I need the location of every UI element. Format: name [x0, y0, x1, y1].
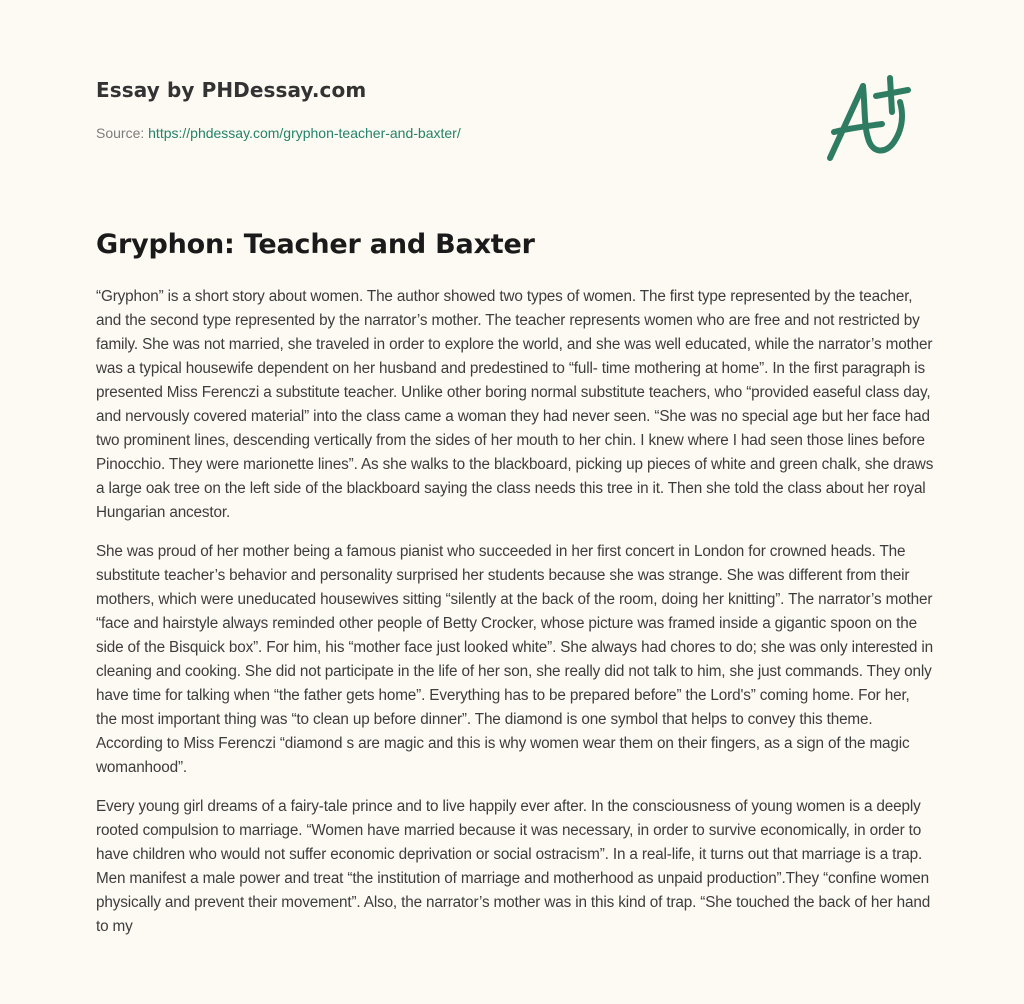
essay-paragraph: She was proud of her mother being a famous pianist who succeeded in her first concert in London for crowned heads. The substitute teacher’s behavior and personality surprised her students because she was strange. She was different from their mothers, which were uneducated housewives sitting “silently at the back of the room, doing her knitting”. The narrator’s mother “face and hairstyle always reminded other people of Betty Crocker, whose picture was framed inside a gigantic spoon on the side of the Bisquick box”. For him, his “mother face just looked white”. She always had chores to do; she was only interested in cleaning and cooking. She did not participate in the life of her son, she really did not talk to him, she just commands. They only have time for talking when “the father gets home”. Everything has to be prepared before” the Lord's” coming home. For her, the most important thing was “to clean up before dinner”. The diamond is one symbol that helps to convey this theme. According to Miss Ferenczi “diamond s are magic and this is why women wear them on their fingers, as a sign of the magic womanhood”.: [96, 543, 933, 776]
page-header: [96, 76, 796, 143]
a-plus-grade-icon: [820, 66, 930, 166]
essay-body: [96, 285, 934, 954]
essay-paragraph: “Gryphon” is a short story about women. The author showed two types of women. The first type represented by the teacher, and the second type represented by the narrator’s mother. The teacher represents women who are free and not restricted by family. She was not married, she traveled in order to explore the world, and she was well educated, while the narrator’s mother was a typical housewife dependent on her husband and predestined to “full- time mothering at home”. In the first paragraph is presented Miss Ferenczi a substitute teacher. Unlike other boring normal substitute teachers, who “provided easeful class day, and nervously covered material” into the class came a woman they had never seen. “She was no special age but her face had two prominent lines, descending vertically from the sides of her mouth to her chin. I knew where I had seen those lines before Pinocchio. They were marionette lines”. As she walks to the blackboard, picking up pieces of white and green chalk, she draws a large oak tree on the left side of the blackboard saying the class needs this tree in it. Then she told the class about her royal Hungarian ancestor.: [96, 288, 934, 521]
source-link[interactable]: https://phdessay.com/gryphon-teacher-and-baxter/: [148, 125, 461, 141]
site-title: Essay by PHDessay.com: [96, 78, 367, 102]
essay-paragraph: Every young girl dreams of a fairy-tale prince and to live happily ever after. In the consciousness of young women is a deeply rooted compulsion to marriage. “Women have married because it was necessary, in order to survive economically, in order to have children who would not suffer economic deprivation or social ostracism”. In a real-life, it turns out that marriage is a trap. Men manifest a male power and treat “the institution of marriage and motherhood as unpaid production”.They “confine women physically and prevent their movement”. Also, the narrator’s mother was in this kind of trap. “She touched the back of her hand to my: [96, 798, 931, 935]
source-line: [96, 123, 796, 143]
source-label: Source:: [96, 125, 149, 141]
essay-title: Gryphon: Teacher and Baxter: [96, 229, 535, 260]
